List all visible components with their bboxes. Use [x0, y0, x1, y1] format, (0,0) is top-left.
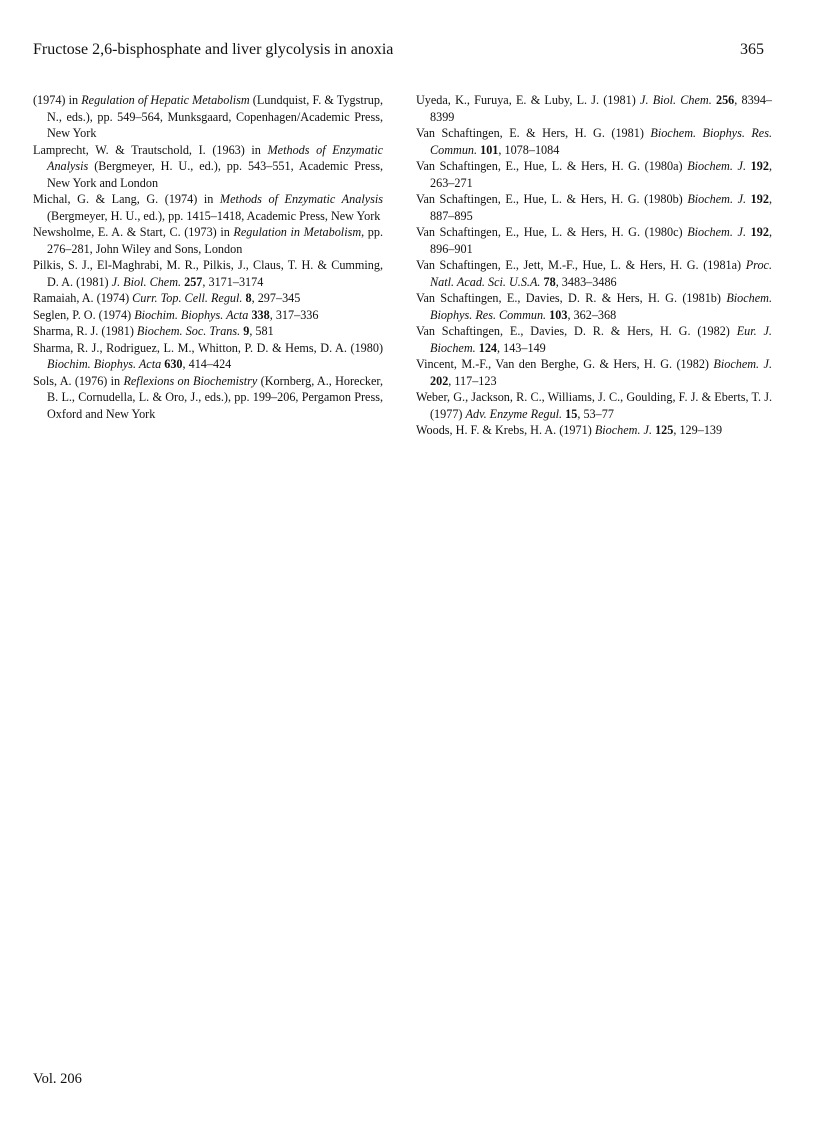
reference-journal: Biochem. J.: [687, 159, 747, 173]
reference-pre: (1974) in: [33, 93, 82, 107]
reference-post: , 887–895: [430, 192, 772, 223]
references-right-column: [416, 92, 772, 439]
reference-post: , 3483–3486: [555, 274, 617, 289]
reference-pre: Van Schaftingen, E., Jett, M.-F., Hue, L. & Hers, H. G. (1981a): [416, 258, 746, 272]
reference-entry: [33, 373, 383, 423]
reference-journal: Biochim. Biophys. Acta: [134, 307, 249, 322]
reference-mid: (Bergmeyer, H. U., ed.), pp. 1415–1418, Academic Press, New York: [47, 208, 381, 223]
reference-vol: 15: [565, 406, 578, 421]
reference-journal: Adv. Enzyme Regul.: [465, 406, 563, 421]
reference-post: , 117–123: [448, 373, 497, 388]
reference-post: , 129–139: [673, 423, 723, 437]
reference-journal: Proc. Natl. Acad. Sci. U.S.A.: [430, 258, 772, 289]
reference-journal: Regulation in Metabolism: [233, 225, 362, 239]
reference-vol: 192: [750, 225, 769, 239]
reference-vol: 9: [243, 324, 250, 338]
references-left-column: [33, 92, 383, 422]
reference-journal: J. Biol. Chem.: [111, 274, 182, 289]
reference-journal: Biochim. Biophys. Acta: [47, 357, 162, 371]
reference-pre: Van Schaftingen, E., Hue, L. & Hers, H. G. (1980a): [416, 159, 688, 173]
reference-journal: Biochem. J.: [687, 192, 747, 206]
reference-journal: Biochem. Biophys. Res. Commun.: [430, 126, 772, 157]
reference-post: , 1078–1084: [498, 142, 560, 157]
reference-vol: 256: [715, 93, 735, 107]
reference-entry: [33, 257, 383, 290]
reference-post: , 3171–3174: [202, 274, 264, 289]
reference-pre: Van Schaftingen, E., Davies, D. R. & Hers, H. G. (1982): [416, 324, 737, 338]
reference-pre: Lamprecht, W. & Trautschold, I. (1963) in: [33, 142, 268, 157]
reference-entry: [416, 158, 772, 191]
reference-vol: 124: [478, 340, 498, 355]
reference-mid: (Bergmeyer, H. U., ed.), pp. 543–551, Academic Press, New York and London: [47, 159, 383, 190]
reference-journal: Methods of Enzymatic Analysis: [219, 192, 383, 206]
reference-post: , 317–336: [269, 307, 319, 322]
reference-vol: 125: [655, 423, 674, 437]
reference-journal: J. Biol. Chem.: [640, 93, 712, 107]
reference-vol: 630: [164, 357, 183, 371]
reference-entry: [33, 224, 383, 257]
reference-journal: Biochem. Soc. Trans.: [136, 324, 241, 338]
reference-pre: Uyeda, K., Furuya, E. & Luby, L. J. (1981): [416, 93, 641, 107]
reference-post: , 297–345: [251, 291, 301, 305]
reference-pre: Sharma, R. J., Rodriguez, L. M., Whitton, P. D. & Hems, D. A. (1980): [33, 340, 383, 355]
reference-entry: [33, 290, 383, 307]
reference-mid: , pp. 276–281, John Wiley and Sons, London: [47, 225, 384, 256]
reference-journal: Biochem. J.: [713, 357, 772, 371]
reference-journal: Curr. Top. Cell. Regul.: [132, 291, 243, 305]
reference-post: , 143–149: [497, 340, 546, 355]
reference-entry: [416, 389, 772, 422]
reference-vol: 338: [251, 307, 270, 322]
reference-post: , 362–368: [567, 307, 617, 322]
reference-journal: Reflexions on Biochemistry: [123, 373, 258, 388]
reference-entry: [33, 323, 383, 340]
reference-entry: [416, 422, 772, 439]
reference-vol: 257: [184, 274, 203, 289]
reference-entry: [33, 142, 383, 192]
reference-entry: [416, 125, 772, 158]
reference-entry: [33, 191, 383, 224]
reference-pre: Vincent, M.-F., Van den Berghe, G. & Hers, H. G. (1982): [416, 357, 714, 371]
reference-post: , 8394–8399: [430, 93, 772, 124]
reference-journal: Regulation of Hepatic Metabolism: [81, 93, 250, 107]
reference-post: , 896–901: [430, 225, 772, 256]
running-header-title: Fructose 2,6-bisphosphate and liver glycolysis in anoxia: [33, 41, 394, 58]
reference-entry: [33, 340, 383, 373]
reference-pre: Michal, G. & Lang, G. (1974) in: [33, 192, 220, 206]
reference-vol: 103: [549, 307, 568, 322]
reference-mid: (Kornberg, A., Horecker, B. L., Cornudella, L. & Oro, J., eds.), pp. 199–206, Pergamon Press, Oxford and New York: [47, 373, 383, 421]
reference-journal: Biochem. Biophys. Res. Commun.: [430, 291, 772, 322]
reference-journal: Biochem. J.: [594, 423, 653, 437]
reference-vol: 192: [750, 159, 769, 173]
reference-post: , 414–424: [182, 357, 232, 371]
reference-pre: Van Schaftingen, E., Davies, D. R. & Hers, H. G. (1981b): [416, 291, 727, 305]
page-number: 365: [740, 41, 764, 58]
reference-entry: [416, 323, 772, 356]
reference-entry: [416, 257, 772, 290]
reference-pre: Sols, A. (1976) in: [33, 373, 124, 388]
reference-pre: Pilkis, S. J., El-Maghrabi, M. R., Pilkis, J., Claus, T. H. & Cumming, D. A. (1981): [33, 258, 383, 289]
footer-volume: Vol. 206: [33, 1071, 82, 1087]
reference-entry: [416, 224, 772, 257]
reference-entry: [416, 356, 772, 389]
reference-vol: 192: [750, 192, 769, 206]
reference-vol: 8: [245, 291, 252, 305]
reference-pre: Sharma, R. J. (1981): [33, 324, 137, 338]
reference-entry: [416, 290, 772, 323]
reference-journal: Biochem. J.: [687, 225, 747, 239]
reference-pre: Seglen, P. O. (1974): [33, 307, 135, 322]
reference-entry: [416, 191, 772, 224]
reference-pre: Van Schaftingen, E. & Hers, H. G. (1981): [416, 126, 651, 140]
reference-post: , 263–271: [430, 159, 772, 190]
reference-mid: (Lundquist, F. & Tygstrup, N., eds.), pp. 549–564, Munksgaard, Copenhagen/Academic Press, New York: [47, 93, 383, 140]
reference-entry: [33, 92, 383, 142]
reference-vol: 78: [543, 274, 556, 289]
reference-pre: Ramaiah, A. (1974): [33, 291, 133, 305]
reference-post: , 581: [249, 324, 274, 338]
reference-pre: Newsholme, E. A. & Start, C. (1973) in: [33, 225, 234, 239]
reference-pre: Woods, H. F. & Krebs, H. A. (1971): [416, 423, 595, 437]
reference-pre: Van Schaftingen, E., Hue, L. & Hers, H. G. (1980b): [416, 192, 688, 206]
reference-vol: 202: [430, 373, 449, 388]
reference-vol: 101: [480, 142, 499, 157]
reference-entry: [33, 307, 383, 324]
reference-pre: Weber, G., Jackson, R. C., Williams, J. C., Goulding, F. J. & Eberts, T. J. (1977): [416, 390, 772, 421]
reference-pre: Van Schaftingen, E., Hue, L. & Hers, H. G. (1980c): [416, 225, 688, 239]
reference-journal: Eur. J. Biochem.: [430, 324, 772, 355]
reference-entry: [416, 92, 772, 125]
reference-journal: Methods of Enzymatic Analysis: [47, 142, 383, 173]
reference-post: , 53–77: [577, 406, 614, 421]
